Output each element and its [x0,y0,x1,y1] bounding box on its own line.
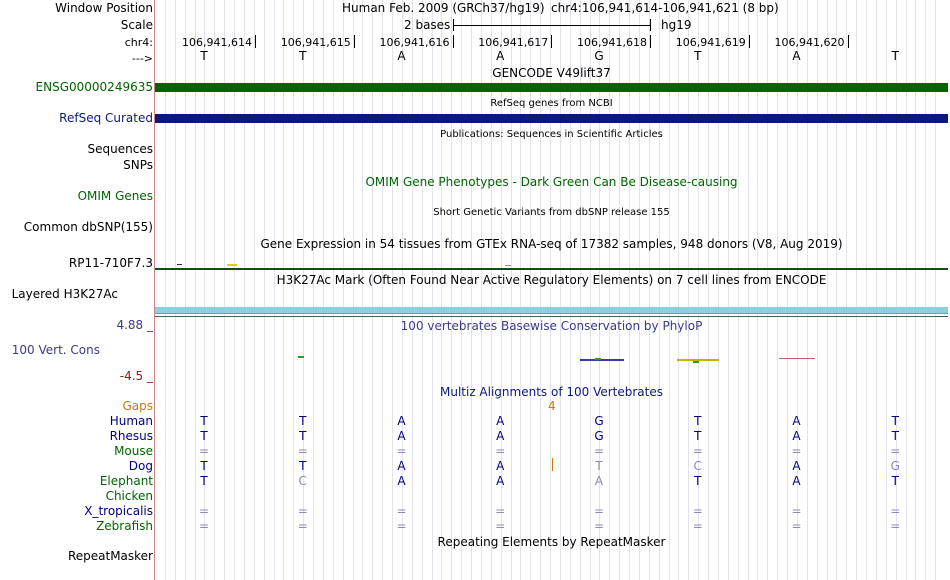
gtex-track-label[interactable]: RP11-710F7.3 [68,256,153,270]
alignment-base: C [693,459,702,473]
alignment-base: = [692,504,703,518]
alignment-base: A [496,429,505,443]
scale-text: 2 bases [404,18,451,32]
ruler-tick-label: 106,941,616 [379,36,450,49]
ruler-tick [453,35,454,48]
alignment-base: = [692,444,703,458]
window-position-label: Window Position [55,1,153,15]
dbsnp-track-title: Short Genetic Variants from dbSNP release 155 [433,207,670,218]
ruler-tick [551,35,552,48]
multiz-track-title: Multiz Alignments of 100 Vertebrates [439,385,664,399]
alignment-base: G [890,459,900,473]
alignment-base: A [594,474,604,488]
alignment-base: T [200,474,208,488]
alignment-base: T [200,429,208,443]
alignment-base: T [200,414,208,428]
gencode-track-title: GENCODE V49lift37 [492,66,611,80]
track-labels-panel [0,0,153,580]
alignment-base: A [397,429,406,443]
track-display-area[interactable] [155,0,950,580]
ruler-tick [354,35,355,48]
alignment-base: A [792,414,801,428]
phylop-max-label: 4.88 _ [116,318,153,332]
gaps-label: Gaps [122,399,153,413]
ruler-tick-label: 106,941,614 [182,36,252,49]
gtex-bar [177,264,182,265]
reference-base: T [200,49,208,63]
chrom-label: chr4: [124,36,153,49]
alignment-base: = [495,504,506,518]
alignment-base: = [791,519,802,533]
phylop-bar [779,358,815,359]
h3k27ac-track-label[interactable]: Layered H3K27Ac [11,287,118,301]
h3k27ac-signal-edge [155,313,948,314]
ruler-tick [848,35,849,48]
h3k27ac-track-title: H3K27Ac Mark (Often Found Near Active Regulatory Elements) on 7 cell lines from ENCODE [276,273,827,287]
alignment-base: = [396,519,407,533]
alignment-base: T [299,414,307,428]
species-label[interactable]: Rhesus [109,429,153,443]
repeatmasker-track-title: Repeating Elements by RepeatMasker [437,535,666,549]
refseq-gene-bar[interactable] [155,114,948,123]
reference-base: A [496,49,505,63]
refseq-track-label[interactable]: RefSeq Curated [59,111,153,125]
species-label[interactable]: Dog [128,459,153,473]
phylop-bar [298,356,304,358]
alignment-base: = [593,504,605,518]
alignment-base: = [396,444,407,458]
reference-base: A [397,49,406,63]
alignment-base: T [299,459,307,473]
scale-bar [453,19,651,31]
alignment-base: T [595,459,603,473]
phylop-bar [595,358,601,360]
alignment-base: = [791,504,802,518]
species-label[interactable]: Human [109,414,153,428]
gtex-track-title: Gene Expression in 54 tissues from GTEx RNA-seq of 17382 samples, 948 donors (V8, Aug 2019) [260,237,843,251]
strand-label: ---> [131,52,153,65]
alignment-base: = [593,519,605,533]
gencode-track-label[interactable]: ENSG00000249635 [35,80,153,94]
refseq-track-title: RefSeq genes from NCBI [490,98,613,109]
alignment-base: C [298,474,307,488]
phylop-track-title: 100 vertebrates Basewise Conservation by PhyloP [400,319,703,333]
repeatmasker-track-label[interactable]: RepeatMasker [67,549,153,563]
alignment-base: = [890,444,901,458]
snps-track-label[interactable]: SNPs [123,158,153,172]
alignment-base: = [396,504,407,518]
h3k27ac-baseline [155,316,948,317]
alignment-base: = [593,444,605,458]
insertion-marker [552,458,553,471]
ruler-tick-label: 106,941,620 [774,36,845,49]
alignment-base: = [198,504,210,518]
scale-label: Scale [120,18,153,32]
alignment-base: A [397,414,406,428]
ruler-tick-label: 106,941,615 [280,36,351,49]
alignment-base: = [198,444,210,458]
ruler-tick [749,35,750,48]
species-label[interactable]: Chicken [105,489,153,503]
reference-base: A [792,49,801,63]
alignment-base: T [891,474,899,488]
alignment-base: T [694,429,702,443]
alignment-base: A [792,429,801,443]
scale-db: hg19 [661,18,692,32]
alignment-base: = [297,519,308,533]
position-text: chr4:106,941,614-106,941,621 (8 bp) [551,1,779,15]
reference-base: G [594,49,604,63]
alignment-base: A [397,474,406,488]
publications-track-title: Publications: Sequences in Scientific Articles [440,129,663,140]
ruler-tick [255,35,256,48]
alignment-base: T [299,429,307,443]
alignment-base: = [495,444,506,458]
alignment-base: T [694,474,702,488]
alignment-base: A [397,459,406,473]
reference-base: T [891,49,899,63]
alignment-base: A [496,459,505,473]
alignment-base: T [694,414,702,428]
alignment-base: A [496,474,505,488]
gtex-bar [227,264,237,266]
phylop-bar [580,359,624,361]
alignment-base: T [891,429,899,443]
alignment-base: = [495,519,506,533]
reference-base: T [694,49,702,63]
reference-base: T [299,49,307,63]
phylop-track-label[interactable]: 100 Vert. Cons [11,343,100,357]
ruler-tick-label: 106,941,619 [675,36,746,49]
species-label[interactable]: Zebrafish [96,519,153,533]
dbsnp-track-label[interactable]: Common dbSNP(155) [23,220,153,234]
ruler-tick-label: 106,941,618 [577,36,647,49]
alignment-base: = [297,444,308,458]
alignment-base: = [297,504,308,518]
species-label[interactable]: X_tropicalis [84,504,153,518]
omim-track-label[interactable]: OMIM Genes [77,189,153,203]
alignment-base: A [792,474,801,488]
alignment-base: = [198,519,210,533]
ruler-tick [650,35,651,48]
alignment-base: = [890,504,901,518]
gtex-bar [505,265,511,266]
alignment-base: G [594,429,604,443]
gaps-value: 4 [548,399,556,413]
sequences-track-label[interactable]: Sequences [87,142,153,156]
alignment-base: A [496,414,505,428]
species-label[interactable]: Elephant [99,474,153,488]
species-label[interactable]: Mouse [114,444,153,458]
alignment-base: = [791,444,802,458]
gencode-gene-bar[interactable] [155,83,948,92]
ruler-tick-label: 106,941,617 [478,36,549,49]
omim-track-title: OMIM Gene Phenotypes - Dark Green Can Be Disease-causing [365,175,738,189]
phylop-min-label: -4.5 _ [119,369,153,383]
alignment-base: T [891,414,899,428]
alignment-base: T [200,459,208,473]
gtex-baseline [155,268,948,270]
assembly-title: Human Feb. 2009 (GRCh37/hg19) [342,1,545,15]
phylop-bar [693,361,699,363]
alignment-base: A [792,459,801,473]
alignment-base: = [890,519,901,533]
alignment-base: = [692,519,703,533]
alignment-base: G [594,414,604,428]
